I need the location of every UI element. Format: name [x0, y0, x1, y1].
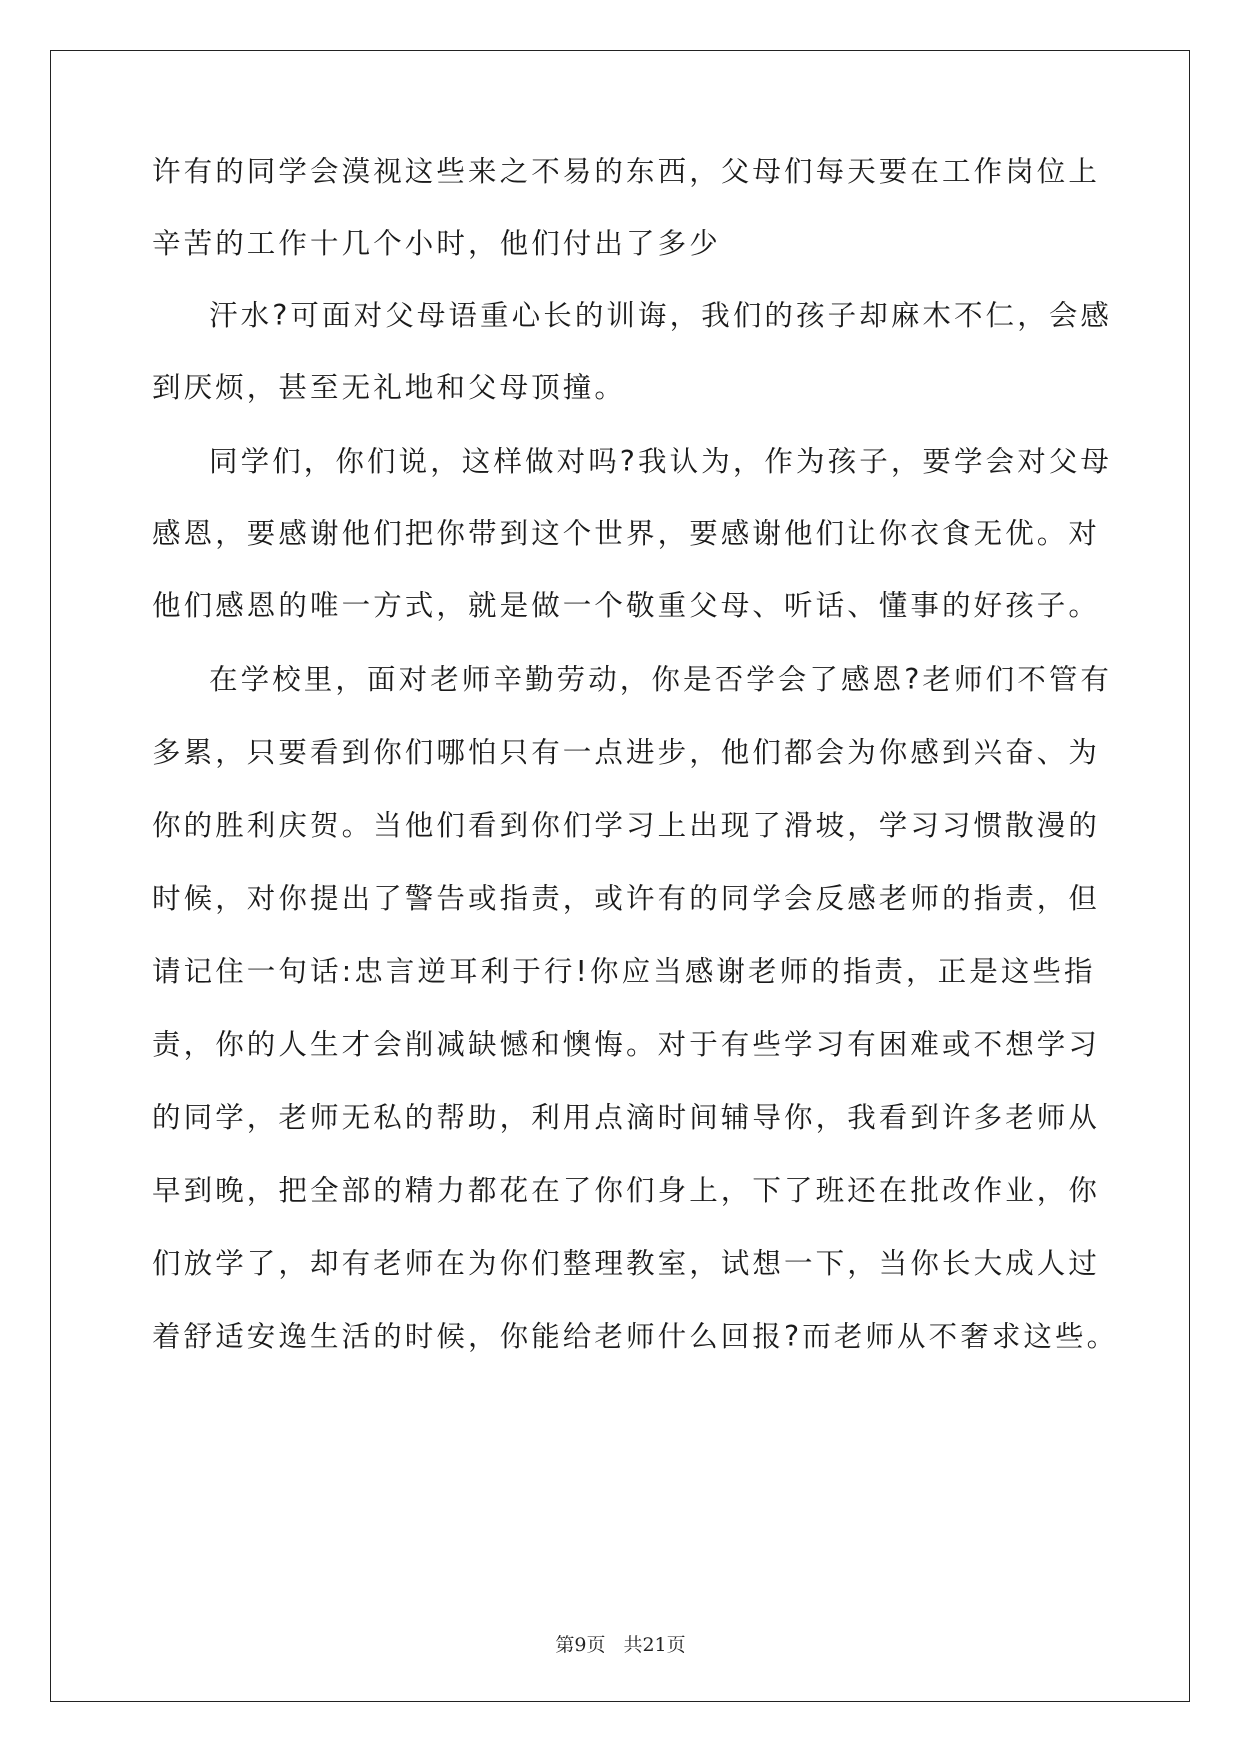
page-footer [0, 1630, 1241, 1657]
text-line: 你的胜利庆贺。当他们看到你们学习上出现了滑坡，学习习惯散漫的 [152, 809, 1101, 842]
paragraph-start-line: 同学们，你们说，这样做对吗?我认为，作为孩子，要学会对父母 [209, 445, 1113, 478]
paragraph-start-line: 在学校里，面对老师辛勤劳动，你是否学会了感恩?老师们不管有 [209, 663, 1113, 696]
text-line: 们放学了，却有老师在为你们整理教室，试想一下，当你长大成人过 [152, 1247, 1101, 1280]
text-line: 他们感恩的唯一方式，就是做一个敬重父母、听话、懂事的好孩子。 [152, 589, 1101, 622]
page-number: 第9页 [555, 1634, 606, 1656]
page-total: 共21页 [623, 1634, 686, 1656]
text-line: 责，你的人生才会削减缺憾和懊悔。对于有些学习有困难或不想学习 [152, 1028, 1101, 1061]
paragraph-start-line: 汗水?可面对父母语重心长的训诲，我们的孩子却麻木不仁，会感 [209, 299, 1113, 332]
text-line: 时候，对你提出了警告或指责，或许有的同学会反感老师的指责，但 [152, 882, 1101, 915]
text-line: 到厌烦，甚至无礼地和父母顶撞。 [152, 371, 627, 404]
text-line: 的同学，老师无私的帮助，利用点滴时间辅导你，我看到许多老师从 [152, 1101, 1101, 1134]
text-line: 着舒适安逸生活的时候，你能给老师什么回报?而老师从不奢求这些。 [152, 1320, 1119, 1353]
text-line: 多累，只要看到你们哪怕只有一点进步，他们都会为你感到兴奋、为 [152, 736, 1101, 769]
text-line: 早到晚，把全部的精力都花在了你们身上，下了班还在批改作业，你 [152, 1174, 1101, 1207]
text-line: 感恩，要感谢他们把你带到这个世界，要感谢他们让你衣食无优。对 [152, 517, 1101, 550]
text-line: 辛苦的工作十几个小时，他们付出了多少 [152, 227, 721, 260]
text-line: 请记住一句话:忠言逆耳利于行!你应当感谢老师的指责，正是这些指 [152, 955, 1096, 988]
text-line: 许有的同学会漠视这些来之不易的东西，父母们每天要在工作岗位上 [152, 155, 1101, 188]
